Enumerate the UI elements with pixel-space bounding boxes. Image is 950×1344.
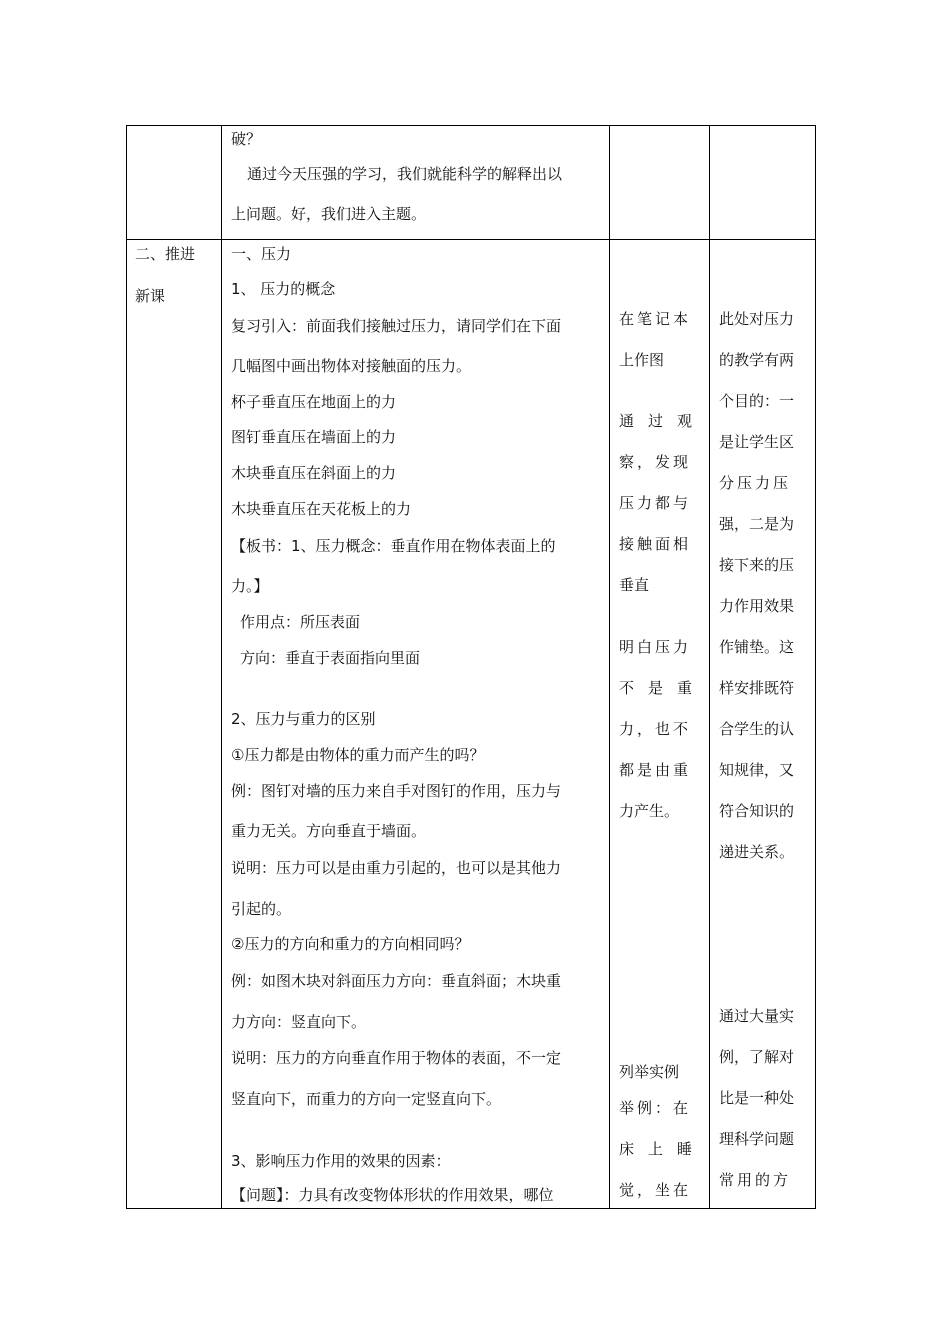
student-activity-line: 力产生。 — [619, 802, 680, 820]
content-line: ①压力都是由物体的重力而产生的吗？ — [231, 746, 485, 764]
content-line: 木块垂直压在斜面上的力 — [231, 464, 397, 482]
student-activity-line: 力，也不 — [619, 720, 692, 738]
design-intent-line: 接下来的压 — [719, 556, 795, 574]
col-border-left — [126, 125, 127, 1209]
design-intent-line: 理科学问题 — [719, 1130, 795, 1148]
content-line: 说明：压力的方向垂直作用于物体的表面，不一定 — [231, 1049, 562, 1067]
content-line: 图钉垂直压在墙面上的力 — [231, 428, 397, 446]
student-activity-line: 明白压力 — [619, 638, 692, 656]
content-line: 力方向：竖直向下。 — [231, 1013, 367, 1031]
design-intent-line: 力作用效果 — [719, 597, 795, 615]
content-line: 重力无关。方向垂直于墙面。 — [231, 822, 427, 840]
student-activity-line: 不是重 — [619, 679, 707, 697]
content-line: 例：如图木块对斜面压力方向：垂直斜面；木块重 — [231, 972, 562, 990]
content-line: 破？ — [231, 130, 262, 148]
content-line: ②压力的方向和重力的方向相同吗？ — [231, 935, 470, 953]
col-border-3 — [709, 125, 710, 1209]
board-note: 力。】 — [231, 577, 269, 595]
design-intent-line: 合学生的认 — [719, 720, 795, 738]
student-activity-line: 举例：在 — [619, 1099, 692, 1117]
stage-label — [135, 245, 213, 263]
content-line: 杯子垂直压在地面上的力 — [231, 393, 397, 411]
content-line: 方向：垂直于表面指向里面 — [240, 649, 421, 667]
design-intent-line: 通过大量实 — [719, 1007, 795, 1025]
content-line: 引起的。 — [231, 900, 292, 918]
design-intent-line: 强，二是为 — [719, 515, 795, 533]
content-line: 说明：压力可以是由重力引起的，也可以是其他力 — [231, 859, 562, 877]
table-bottom-border — [126, 1208, 816, 1209]
design-intent-line: 是让学生区 — [719, 433, 795, 451]
design-intent-line: 递进关系。 — [719, 843, 795, 861]
section-heading: 一、压力 — [231, 245, 292, 263]
subsection-heading: 1、 压力的概念 — [231, 280, 336, 298]
content-line: 木块垂直压在天花板上的力 — [231, 500, 412, 518]
col-border-2 — [609, 125, 610, 1209]
design-intent-line: 符合知识的 — [719, 802, 795, 820]
student-activity-line: 接触面相 — [619, 535, 692, 553]
col-border-1 — [221, 125, 222, 1209]
design-intent-line: 知规律，又 — [719, 761, 795, 779]
row-divider — [126, 239, 816, 240]
student-activity-line: 察，发现 — [619, 453, 692, 471]
design-intent-line: 常用的方 — [719, 1171, 792, 1189]
student-activity-line: 床上睡 — [619, 1140, 707, 1158]
content-line: 复习引入：前面我们接触过压力，请同学们在下面 — [231, 317, 562, 335]
student-activity-line: 上作图 — [619, 351, 665, 369]
table-top-border — [126, 125, 816, 126]
student-activity-line: 垂直 — [619, 576, 650, 594]
content-line: 例：图钉对墙的压力来自手对图钉的作用，压力与 — [231, 782, 562, 800]
subsection-heading: 2、压力与重力的区别 — [231, 710, 376, 728]
student-activity-line: 在笔记本 — [619, 310, 692, 328]
student-activity-line: 都是由重 — [619, 761, 692, 779]
design-intent-line: 样安排既符 — [719, 679, 795, 697]
content-line: 几幅图中画出物体对接触面的压力。 — [231, 357, 472, 375]
content-line: 通过今天压强的学习，我们就能科学的解释出以 — [247, 165, 563, 183]
content-line: 上问题。好，我们进入主题。 — [231, 205, 427, 223]
design-intent-line: 比是一种处 — [719, 1089, 795, 1107]
design-intent-line: 例，了解对 — [719, 1048, 795, 1066]
student-activity-line: 通过观 — [619, 412, 707, 430]
subsection-heading: 3、影响压力作用的效果的因素： — [231, 1152, 451, 1170]
student-activity-line: 压力都与 — [619, 494, 692, 512]
board-note: 【板书：1、压力概念：垂直作用在物体表面上的 — [231, 537, 556, 555]
content-line: 作用点：所压表面 — [240, 613, 361, 631]
stage-label-2: 新课 — [135, 287, 166, 305]
design-intent-line: 此处对压力 — [719, 310, 795, 328]
student-activity-line: 觉，坐在 — [619, 1181, 692, 1199]
design-intent-line: 作铺垫。这 — [719, 638, 795, 656]
design-intent-line: 分压力压 — [719, 474, 792, 492]
col-border-right — [815, 125, 816, 1209]
stage-label-part: 二、推进 — [135, 245, 196, 263]
content-line: 竖直向下，而重力的方向一定竖直向下。 — [231, 1090, 502, 1108]
content-line: 【问题】：力具有改变物体形状的作用效果，哪位 — [231, 1186, 554, 1204]
design-intent-line: 个目的：一 — [719, 392, 795, 410]
design-intent-line: 的教学有两 — [719, 351, 795, 369]
student-activity-line: 列举实例 — [619, 1063, 680, 1081]
